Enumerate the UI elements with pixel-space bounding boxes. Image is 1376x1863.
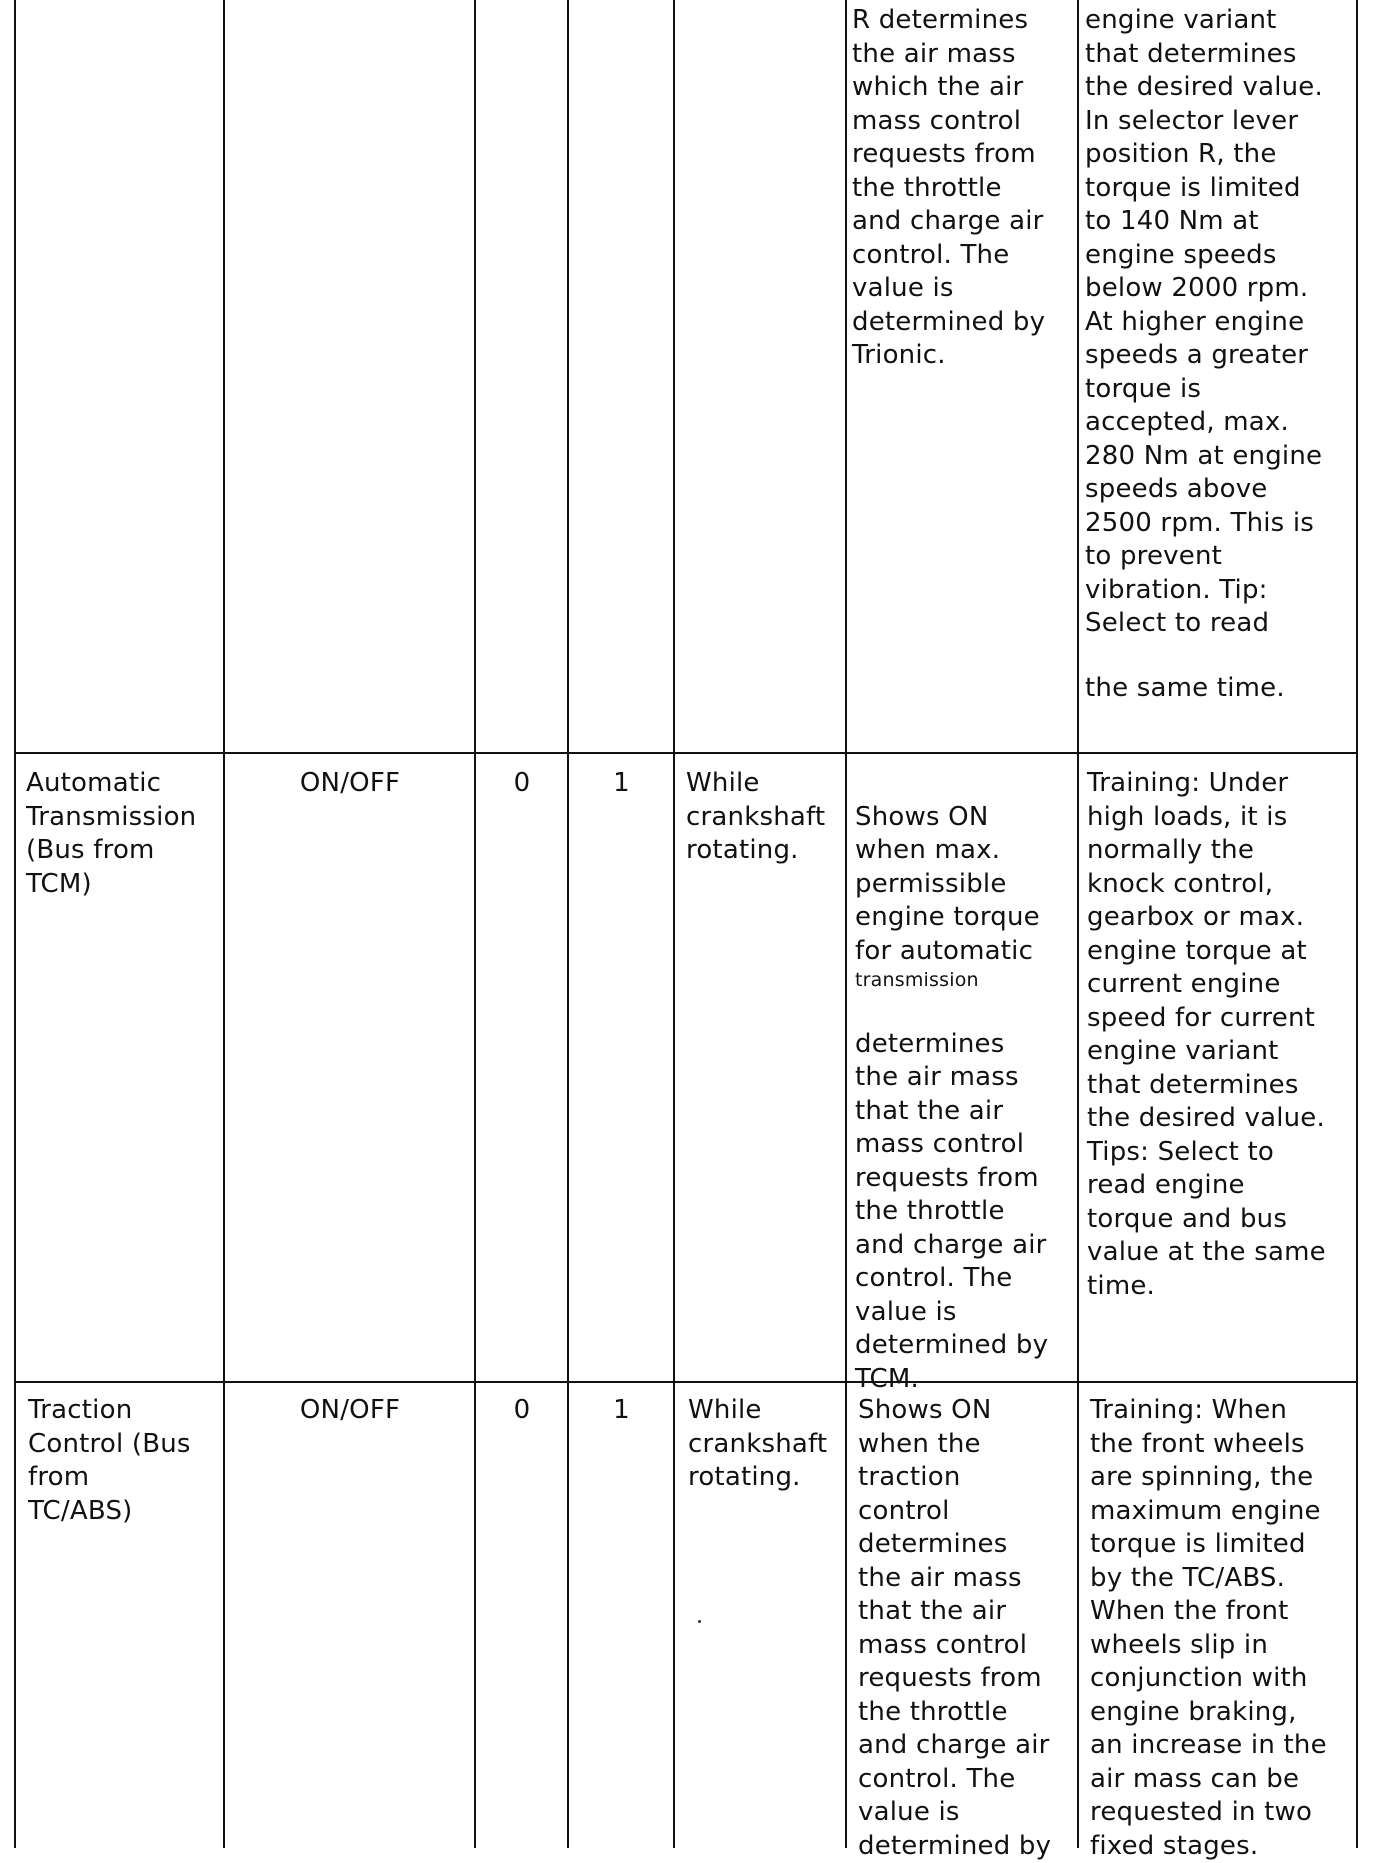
row-2-comment: Training: When the front wheels are spinning, the maximum engine torque is limited by the TC/ABS. When the front wheels slip in conjunction with engine braking, an increase in the air mass can be requested in two fixed stages. bbox=[1090, 1395, 1327, 1861]
row-1-max: 1 bbox=[613, 768, 630, 798]
column-border-left bbox=[14, 0, 16, 1848]
row-1-description-part-a: Shows ON when max. permissible engine torque for automatic bbox=[855, 801, 1040, 966]
row-1-min: 0 bbox=[513, 768, 531, 798]
column-border-1 bbox=[223, 0, 225, 1848]
column-border-5 bbox=[845, 0, 847, 1848]
column-border-6 bbox=[1077, 0, 1079, 1848]
row-2-max: 1 bbox=[613, 1395, 630, 1425]
row-separator-1 bbox=[16, 752, 1356, 754]
column-border-4 bbox=[673, 0, 675, 1848]
row-2-condition: While crankshaft rotating. bbox=[688, 1395, 828, 1492]
row-2-unit: ON/OFF bbox=[299, 1395, 401, 1425]
continued-description: R determines the air mass which the air mass control requests from the throttle and charge air control. The value is determined by Trionic. bbox=[852, 5, 1046, 370]
row-2-description: Shows ON when the traction control determines the air mass that the air mass control requests from the throttle and charge air control. The value is determined by bbox=[858, 1395, 1052, 1861]
column-border-3 bbox=[567, 0, 569, 1848]
row-separator-2 bbox=[16, 1381, 1356, 1383]
column-border-right bbox=[1356, 0, 1358, 1848]
column-border-2 bbox=[474, 0, 476, 1848]
row-2-name: Traction Control (Bus from TC/ABS) bbox=[28, 1395, 191, 1526]
row-1-description-small: transmission bbox=[855, 969, 979, 991]
row-1-description bbox=[855, 767, 1048, 1396]
scan-speck bbox=[698, 1620, 701, 1623]
row-1-comment: Training: Under high loads, it is normally the knock control, gearbox or max. engine torque at current engine speed for current engine variant that determines the desired value. Tips: Select to read engine torque and bus value at the same time. bbox=[1087, 768, 1326, 1301]
row-1-condition: While crankshaft rotating. bbox=[686, 768, 826, 865]
row-1-name: Automatic Transmission (Bus from TCM) bbox=[26, 768, 197, 899]
continued-comment: engine variant that determines the desired value. In selector lever position R, the torque is limited to 140 Nm at engine speeds below 2000 rpm. At higher engine speeds a greater torque is accepted, max. 280 Nm at engine speeds above 2500 rpm. This is to prevent vibration. Tip: Select to read bbox=[1085, 5, 1323, 638]
row-2-min: 0 bbox=[513, 1395, 531, 1425]
row-1-unit: ON/OFF bbox=[299, 768, 401, 798]
continued-comment-end: the same time. bbox=[1085, 673, 1285, 703]
row-1-description-part-b: determines the air mass that the air mass control requests from the throttle and charge air control. The value is determined by TCM. bbox=[855, 1028, 1049, 1394]
